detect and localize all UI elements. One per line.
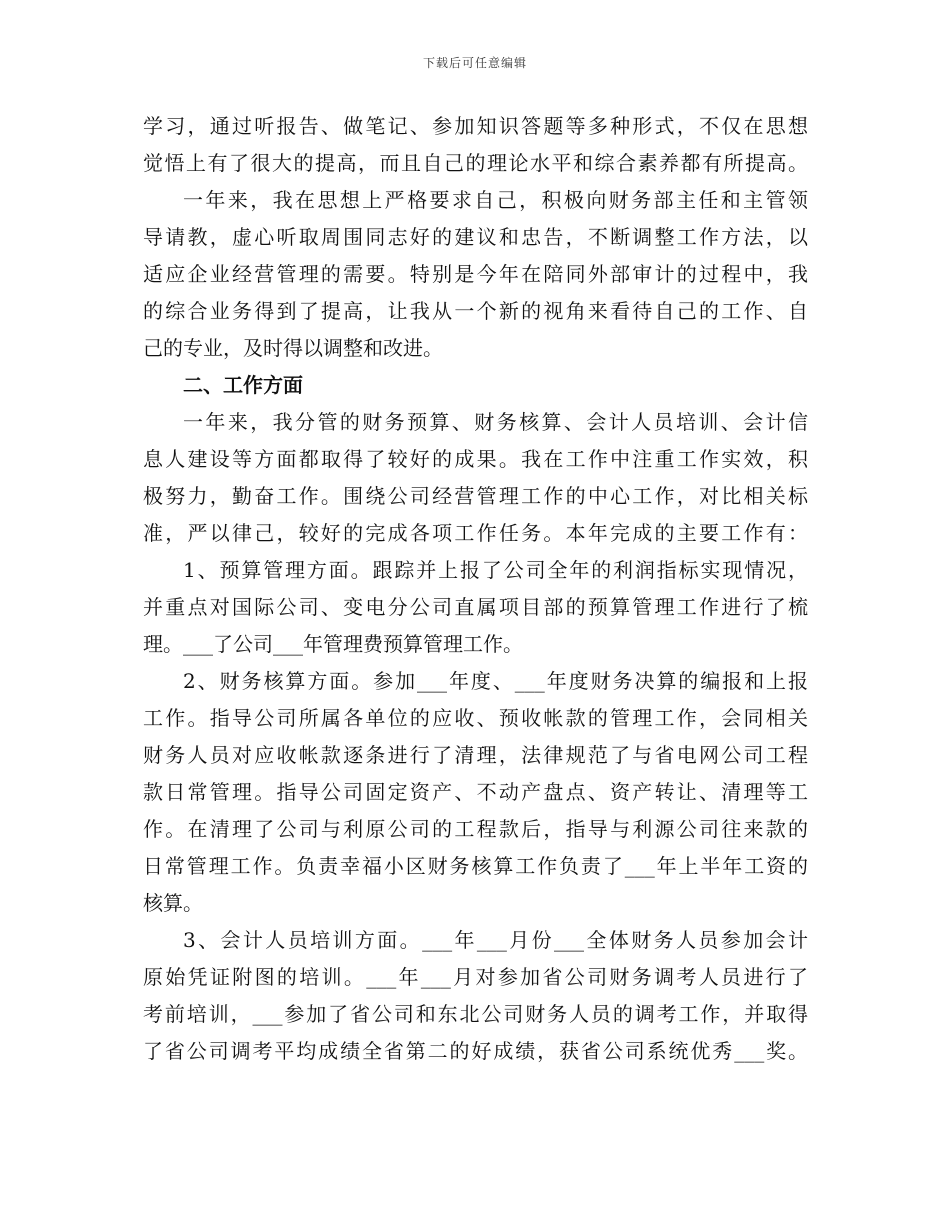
text-line: 了省公司调考平均成绩全省第二的好成绩，获省公司系统优秀___奖。: [143, 1039, 808, 1063]
text-line: 核算。: [143, 891, 203, 915]
text-line: 学习，通过听报告、做笔记、参加知识答题等多种形式，不仅在思想: [143, 114, 808, 138]
page-header: 下载后可任意编辑: [422, 56, 527, 70]
text-line: 考前培训，___参加了省公司和东北公司财务人员的调考工作，并取得: [143, 1002, 808, 1026]
document-body: [143, 108, 808, 1070]
text-line: 1、预算管理方面。跟踪并上报了公司全年的利润指标实现情况，: [183, 558, 808, 582]
text-line: 觉悟上有了很大的提高，而且自己的理论水平和综合素养都有所提高。: [143, 151, 808, 175]
text-line: 2、财务核算方面。参加___年度、___年度财务决算的编报和上报: [183, 669, 808, 693]
section-heading: 二、工作方面: [183, 373, 303, 397]
text-line: 作。在清理了公司与利原公司的工程款后，指导与利源公司往来款的: [143, 817, 808, 841]
text-line: 款日常管理。指导公司固定资产、不动产盘点、资产转让、清理等工: [143, 780, 808, 804]
text-line: 3、会计人员培训方面。___年___月份___全体财务人员参加会计: [183, 928, 808, 952]
text-line: 日常管理工作。负责幸福小区财务核算工作负责了___年上半年工资的: [143, 854, 808, 878]
text-line: 一年来，我分管的财务预算、财务核算、会计人员培训、会计信: [183, 410, 808, 434]
text-line: 极努力，勤奋工作。围绕公司经营管理工作的中心工作，对比相关标: [143, 484, 808, 508]
text-line: 己的专业，及时得以调整和改进。: [143, 336, 443, 360]
text-line: 原始凭证附图的培训。___年___月对参加省公司财务调考人员进行了: [143, 965, 808, 989]
text-line: 准，严以律己，较好的完成各项工作任务。本年完成的主要工作有：: [143, 521, 808, 545]
text-line: 导请教，虚心听取周围同志好的建议和忠告，不断调整工作方法，以: [143, 225, 808, 249]
text-line: 息人建设等方面都取得了较好的成果。我在工作中注重工作实效，积: [143, 447, 808, 471]
text-line: 理。___了公司___年管理费预算管理工作。: [143, 632, 523, 656]
text-line: 适应企业经营管理的需要。特别是今年在陪同外部审计的过程中，我: [143, 262, 808, 286]
text-line: 财务人员对应收帐款逐条进行了清理，法律规范了与省电网公司工程: [143, 743, 808, 767]
text-line: 的综合业务得到了提高，让我从一个新的视角来看待自己的工作、自: [143, 299, 808, 323]
text-line: 并重点对国际公司、变电分公司直属项目部的预算管理工作进行了梳: [143, 595, 808, 619]
text-line: 工作。指导公司所属各单位的应收、预收帐款的管理工作，会同相关: [143, 706, 808, 730]
text-line: 一年来，我在思想上严格要求自己，积极向财务部主任和主管领: [183, 188, 808, 212]
